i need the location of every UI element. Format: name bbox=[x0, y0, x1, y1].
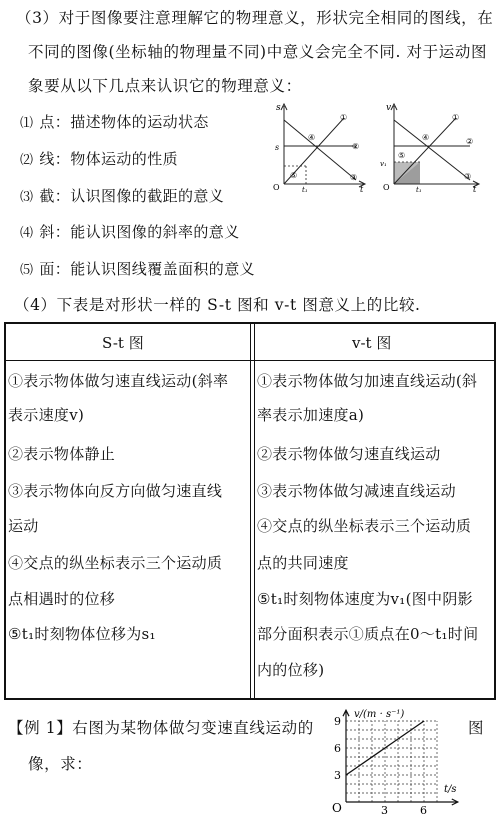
point-text: 截：认识图像的截距的意义 bbox=[39, 187, 225, 205]
point-item bbox=[20, 185, 224, 206]
st-origin: O bbox=[273, 183, 280, 192]
table-column-divider bbox=[250, 324, 251, 698]
intro-line-2: 不同的图像(坐标轴的物理量不同)中意义会完全不同. 对于运动图 bbox=[28, 43, 488, 61]
intro-line-3: 象要从以下几点来认识它的物理意义： bbox=[28, 77, 302, 95]
point-number: ⑷ bbox=[20, 226, 34, 241]
point-item bbox=[20, 148, 178, 169]
x-tick-label: 6 bbox=[420, 804, 427, 814]
example-vt-chart bbox=[308, 706, 468, 814]
st-figure bbox=[273, 103, 365, 192]
y-tick-label: 9 bbox=[334, 715, 341, 728]
st-cell-line: 点相遇时的位移 bbox=[8, 590, 116, 608]
compare-intro: （4）下表是对形状一样的 S-t 图和 v-t 图意义上的比较. bbox=[14, 296, 421, 314]
st-cell-line: ③表示物体向反方向做匀速直线 bbox=[8, 482, 223, 500]
vt-cell-line: 点的共同速度 bbox=[257, 554, 349, 572]
point-text: 面：能认识图线覆盖面积的意义 bbox=[39, 260, 256, 278]
st-cell-line: 运动 bbox=[8, 517, 39, 535]
vt-cell-line: 部分面积表示①质点在0～t₁时间 bbox=[257, 625, 479, 643]
vt-cell-line: 率表示加速度a) bbox=[257, 406, 365, 424]
point-item bbox=[20, 221, 240, 242]
vt-cell-line: ③表示物体做匀减速直线运动 bbox=[257, 482, 456, 500]
st-t1: t₁ bbox=[302, 186, 308, 192]
example-xlabel: t/s bbox=[444, 784, 457, 795]
vt-cell-line: 内的位移) bbox=[257, 661, 325, 679]
comparison-table bbox=[4, 322, 496, 700]
st-mark-1: ① bbox=[340, 113, 348, 122]
point-item bbox=[20, 258, 255, 279]
vt-mark-4: ④ bbox=[422, 133, 430, 142]
point-number: ⑸ bbox=[20, 263, 34, 278]
point-text: 线：物体运动的性质 bbox=[39, 150, 179, 168]
example-line-1: 【例 1】右图为某物体做匀变速直线运动的 bbox=[8, 719, 314, 737]
vt-mark-3: ③ bbox=[464, 172, 472, 181]
st-cell-line: ④交点的纵坐标表示三个运动质 bbox=[8, 554, 223, 572]
point-item bbox=[20, 111, 209, 132]
example-line-2: 像，求： bbox=[28, 755, 93, 773]
y-tick-label: 3 bbox=[334, 769, 341, 782]
st-mark-2: ② bbox=[352, 142, 360, 151]
vt-cell-line: ④交点的纵坐标表示三个运动质 bbox=[257, 517, 472, 535]
vt-v1: v₁ bbox=[380, 160, 387, 168]
st-cell-line: 表示速度v) bbox=[8, 406, 85, 424]
vt-cell-line: ②表示物体做匀速直线运动 bbox=[257, 445, 441, 463]
st-mark-5: ⑤ bbox=[290, 171, 298, 180]
st-cell-line: ①表示物体做匀速直线运动(斜率 bbox=[8, 372, 229, 390]
st-ylabel: s bbox=[276, 103, 281, 113]
vt-figure bbox=[380, 103, 479, 192]
vt-ylabel: v bbox=[386, 103, 392, 113]
example-ylabel: v/(m · s⁻¹) bbox=[354, 709, 405, 720]
intro-line-1: （3）对于图像要注意理解它的物理意义，形状完全相同的图线，在 bbox=[16, 9, 494, 27]
y-tick-label: 6 bbox=[334, 742, 341, 755]
vt-origin: O bbox=[383, 183, 390, 192]
st-xlabel: t bbox=[360, 185, 364, 192]
point-number: ⑵ bbox=[20, 153, 34, 168]
point-text: 斜：能认识图像的斜率的意义 bbox=[39, 223, 240, 241]
vt-xlabel: t bbox=[473, 185, 477, 192]
st-mark-4: ④ bbox=[308, 133, 316, 142]
vt-mark-5: ⑤ bbox=[398, 151, 406, 160]
example-chart-grid bbox=[346, 721, 437, 802]
st-s1: s bbox=[275, 143, 280, 152]
vt-cell-line: ①表示物体做匀加速直线运动(斜 bbox=[257, 372, 478, 390]
point-number: ⑶ bbox=[20, 190, 34, 205]
st-vt-figures bbox=[266, 100, 484, 192]
example-origin: O bbox=[332, 801, 342, 814]
example-line-1-tail: 图 bbox=[468, 719, 485, 737]
point-text: 点：描述物体的运动状态 bbox=[39, 113, 209, 131]
table-header-st: S-t 图 bbox=[102, 334, 144, 352]
vt-t1: t₁ bbox=[416, 186, 422, 192]
vt-mark-1: ① bbox=[452, 113, 460, 122]
st-cell-line: ⑤t₁时刻物体位移为s₁ bbox=[8, 625, 156, 643]
point-number: ⑴ bbox=[20, 116, 34, 131]
st-mark-3: ③ bbox=[350, 173, 358, 182]
x-tick-label: 3 bbox=[381, 804, 388, 814]
table-column-divider-inner bbox=[254, 324, 255, 698]
table-header-vt: v-t 图 bbox=[352, 334, 392, 352]
vt-cell-line: ⑤t₁时刻物体速度为v₁(图中阴影 bbox=[257, 590, 473, 608]
vt-mark-2: ② bbox=[466, 137, 474, 146]
st-cell-line: ②表示物体静止 bbox=[8, 445, 116, 463]
